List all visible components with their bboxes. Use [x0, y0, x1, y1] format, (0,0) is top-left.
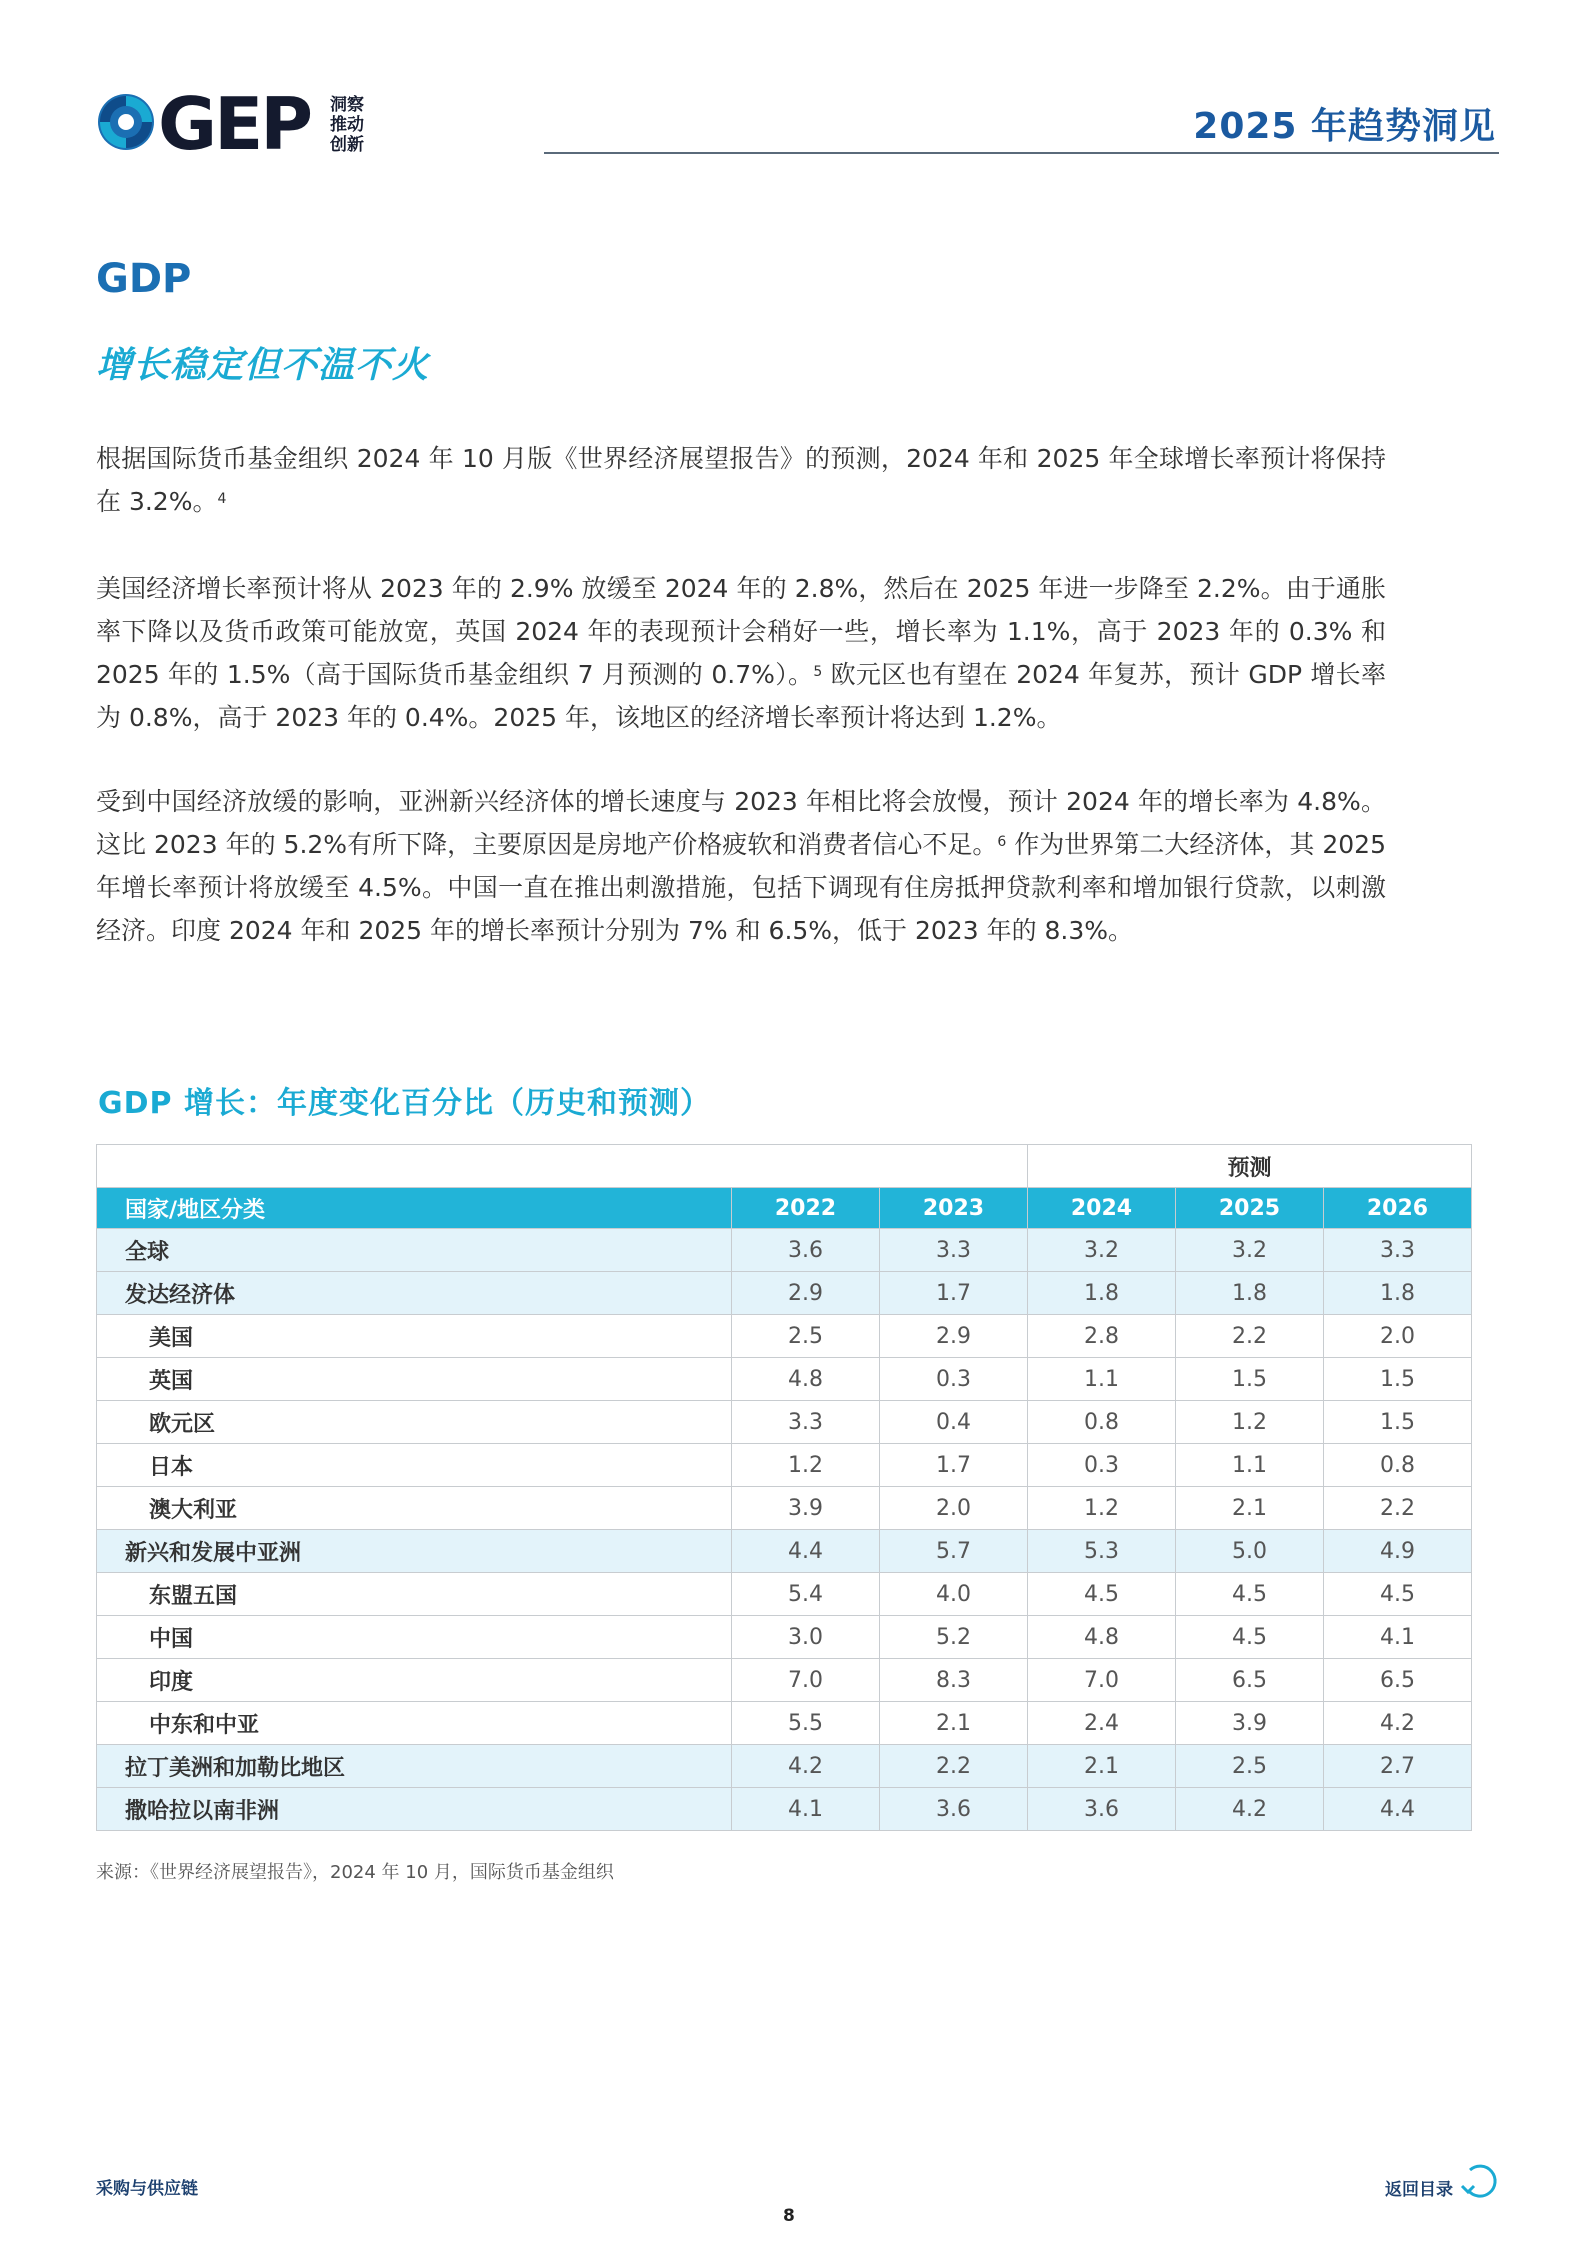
table-row	[97, 1401, 1472, 1444]
logo-tagline	[330, 95, 364, 155]
region-name-cell: 中东和中亚	[97, 1702, 732, 1745]
growth-value-cell: 1.5	[1324, 1358, 1472, 1401]
region-name-cell: 印度	[97, 1659, 732, 1702]
footnote-marker: 5	[813, 664, 823, 680]
return-arrow-icon[interactable]	[1460, 2160, 1500, 2202]
growth-value-cell: 3.6	[880, 1788, 1028, 1831]
gdp-growth-table	[96, 1144, 1472, 1831]
region-name-cell: 全球	[97, 1229, 732, 1272]
column-header-year: 2022	[732, 1188, 880, 1229]
table-row	[97, 1702, 1472, 1745]
growth-value-cell: 3.0	[732, 1616, 880, 1659]
footnote-marker: 6	[997, 834, 1007, 850]
growth-value-cell: 4.5	[1176, 1616, 1324, 1659]
table-row	[97, 1788, 1472, 1831]
growth-value-cell: 7.0	[732, 1659, 880, 1702]
growth-value-cell: 1.5	[1176, 1358, 1324, 1401]
paragraph-text: 欧元区也有望在 2024 年复苏，预计 GDP 增长率为 0.8%，高于 2023 年的 0.4%。2025 年，该地区的经济增长率预计将达到 1.2%。	[96, 660, 1387, 732]
table-title: GDP 增长：年度变化百分比（历史和预测）	[98, 1086, 711, 1121]
growth-value-cell: 0.3	[880, 1358, 1028, 1401]
growth-value-cell: 1.7	[880, 1444, 1028, 1487]
growth-value-cell: 4.9	[1324, 1530, 1472, 1573]
region-name-cell: 拉丁美洲和加勒比地区	[97, 1745, 732, 1788]
gep-logo-icon	[96, 92, 156, 152]
growth-value-cell: 4.2	[1176, 1788, 1324, 1831]
paragraph-text: 作为世界第二大经济体，其 2025 年增长率预计将放缓至 4.5%。中国一直在推出刺激措施，包括下调现有住房抵押贷款利率和增加银行贷款，以刺激经济。印度 2024 年和 2025 年的增长率预计分别为 7% 和 6.5%，低于 2023 年的 8.3%。	[96, 830, 1386, 945]
growth-value-cell: 1.2	[732, 1444, 880, 1487]
growth-value-cell: 2.2	[1324, 1487, 1472, 1530]
growth-value-cell: 0.3	[1028, 1444, 1176, 1487]
report-title: 2025 年趋势洞见	[1193, 106, 1496, 147]
blank-cell	[97, 1145, 1028, 1188]
growth-value-cell: 1.5	[1324, 1401, 1472, 1444]
growth-value-cell: 4.5	[1028, 1573, 1176, 1616]
growth-value-cell: 2.1	[1176, 1487, 1324, 1530]
growth-value-cell: 5.5	[732, 1702, 880, 1745]
growth-value-cell: 2.5	[1176, 1745, 1324, 1788]
table-row	[97, 1616, 1472, 1659]
region-name-cell: 撒哈拉以南非洲	[97, 1788, 732, 1831]
growth-value-cell: 2.9	[732, 1272, 880, 1315]
region-name-cell: 美国	[97, 1315, 732, 1358]
region-name-cell: 欧元区	[97, 1401, 732, 1444]
logo-wordmark: GEP	[158, 82, 311, 166]
paragraph-text: 受到中国经济放缓的影响，亚洲新兴经济体的增长速度与 2023 年相比将会放慢，预计 2024 年的增长率为 4.8%。这比 2023 年的 5.2%有所下降，主要原因是房地产价格疲软和消费者信心不足。	[96, 787, 1386, 859]
column-header-year: 2026	[1324, 1188, 1472, 1229]
column-header-year: 2024	[1028, 1188, 1176, 1229]
growth-value-cell: 2.4	[1028, 1702, 1176, 1745]
growth-value-cell: 2.1	[880, 1702, 1028, 1745]
growth-value-cell: 2.9	[880, 1315, 1028, 1358]
growth-value-cell: 3.6	[1028, 1788, 1176, 1831]
growth-value-cell: 2.7	[1324, 1745, 1472, 1788]
table-row	[97, 1487, 1472, 1530]
growth-value-cell: 2.1	[1028, 1745, 1176, 1788]
table-source-note: 来源：《世界经济展望报告》，2024 年 10 月，国际货币基金组织	[96, 1862, 614, 1883]
region-name-cell: 澳大利亚	[97, 1487, 732, 1530]
growth-value-cell: 4.0	[880, 1573, 1028, 1616]
table-row	[97, 1530, 1472, 1573]
growth-value-cell: 4.1	[732, 1788, 880, 1831]
growth-value-cell: 2.5	[732, 1315, 880, 1358]
growth-value-cell: 3.2	[1028, 1229, 1176, 1272]
growth-value-cell: 1.2	[1028, 1487, 1176, 1530]
growth-value-cell: 6.5	[1324, 1659, 1472, 1702]
growth-value-cell: 0.4	[880, 1401, 1028, 1444]
growth-value-cell: 4.5	[1324, 1573, 1472, 1616]
region-name-cell: 新兴和发展中亚洲	[97, 1530, 732, 1573]
table-body	[97, 1229, 1472, 1831]
region-name-cell: 英国	[97, 1358, 732, 1401]
paragraph-text: 根据国际货币基金组织 2024 年 10 月版《世界经济展望报告》的预测，2024 年和 2025 年全球增长率预计将保持在 3.2%。	[96, 444, 1386, 516]
growth-value-cell: 4.8	[732, 1358, 880, 1401]
growth-value-cell: 5.7	[880, 1530, 1028, 1573]
growth-value-cell: 2.0	[880, 1487, 1028, 1530]
footnote-marker: 4	[217, 491, 227, 507]
region-name-cell: 东盟五国	[97, 1573, 732, 1616]
column-header-year: 2023	[880, 1188, 1028, 1229]
back-to-contents-link[interactable]: 返回目录	[1385, 2180, 1453, 2200]
logo-tagline-line: 创新	[330, 135, 364, 155]
forecast-label: 预测	[1028, 1145, 1472, 1188]
section-subtitle: 增长稳定但不温不火	[96, 345, 430, 386]
growth-value-cell: 4.2	[732, 1745, 880, 1788]
growth-value-cell: 5.2	[880, 1616, 1028, 1659]
growth-value-cell: 1.8	[1324, 1272, 1472, 1315]
growth-value-cell: 2.2	[1176, 1315, 1324, 1358]
growth-value-cell: 5.4	[732, 1573, 880, 1616]
growth-value-cell: 3.3	[732, 1401, 880, 1444]
forecast-header-row	[97, 1145, 1472, 1188]
table-row	[97, 1659, 1472, 1702]
growth-value-cell: 1.8	[1176, 1272, 1324, 1315]
region-name-cell: 中国	[97, 1616, 732, 1659]
growth-value-cell: 4.4	[1324, 1788, 1472, 1831]
table-row	[97, 1272, 1472, 1315]
table-row	[97, 1358, 1472, 1401]
growth-value-cell: 3.9	[732, 1487, 880, 1530]
paragraph-global-outlook	[96, 437, 1386, 523]
region-name-cell: 发达经济体	[97, 1272, 732, 1315]
growth-value-cell: 4.1	[1324, 1616, 1472, 1659]
growth-value-cell: 1.7	[880, 1272, 1028, 1315]
column-header-region: 国家/地区分类	[97, 1188, 732, 1229]
growth-value-cell: 4.5	[1176, 1573, 1324, 1616]
growth-value-cell: 0.8	[1028, 1401, 1176, 1444]
growth-value-cell: 3.2	[1176, 1229, 1324, 1272]
paragraph-emerging-asia	[96, 780, 1386, 952]
growth-value-cell: 5.0	[1176, 1530, 1324, 1573]
table-row	[97, 1745, 1472, 1788]
table-row	[97, 1573, 1472, 1616]
growth-value-cell: 8.3	[880, 1659, 1028, 1702]
table-row	[97, 1315, 1472, 1358]
table-row	[97, 1229, 1472, 1272]
growth-value-cell: 1.1	[1176, 1444, 1324, 1487]
growth-value-cell: 4.4	[732, 1530, 880, 1573]
growth-value-cell: 3.3	[880, 1229, 1028, 1272]
paragraph-developed-economies	[96, 567, 1386, 739]
growth-value-cell: 1.2	[1176, 1401, 1324, 1444]
column-header-year: 2025	[1176, 1188, 1324, 1229]
header-divider	[544, 152, 1499, 154]
footer-section-label: 采购与供应链	[96, 2179, 198, 2199]
page-number: 8	[783, 2206, 795, 2226]
growth-value-cell: 3.3	[1324, 1229, 1472, 1272]
column-header-row	[97, 1188, 1472, 1229]
region-name-cell: 日本	[97, 1444, 732, 1487]
logo-tagline-line: 洞察	[330, 95, 364, 115]
section-title: GDP	[96, 256, 192, 302]
growth-value-cell: 1.1	[1028, 1358, 1176, 1401]
logo-tagline-line: 推动	[330, 115, 364, 135]
growth-value-cell: 2.8	[1028, 1315, 1176, 1358]
growth-value-cell: 7.0	[1028, 1659, 1176, 1702]
growth-value-cell: 3.9	[1176, 1702, 1324, 1745]
growth-value-cell: 3.6	[732, 1229, 880, 1272]
growth-value-cell: 5.3	[1028, 1530, 1176, 1573]
growth-value-cell: 0.8	[1324, 1444, 1472, 1487]
growth-value-cell: 4.8	[1028, 1616, 1176, 1659]
paragraph-text: 美国经济增长率预计将从 2023 年的 2.9% 放缓至 2024 年的 2.8%，然后在 2025 年进一步降至 2.2%。由于通胀率下降以及货币政策可能放宽，英国 2024 年的表现预计会稍好一些，增长率为 1.1%，高于 2023 年的 0.3% 和 2025 年的 1.5%（高于国际货币基金组织 7 月预测的 0.7%）。	[96, 574, 1386, 689]
growth-value-cell: 4.2	[1324, 1702, 1472, 1745]
growth-value-cell: 1.8	[1028, 1272, 1176, 1315]
growth-value-cell: 6.5	[1176, 1659, 1324, 1702]
growth-value-cell: 2.2	[880, 1745, 1028, 1788]
growth-value-cell: 2.0	[1324, 1315, 1472, 1358]
table-row	[97, 1444, 1472, 1487]
